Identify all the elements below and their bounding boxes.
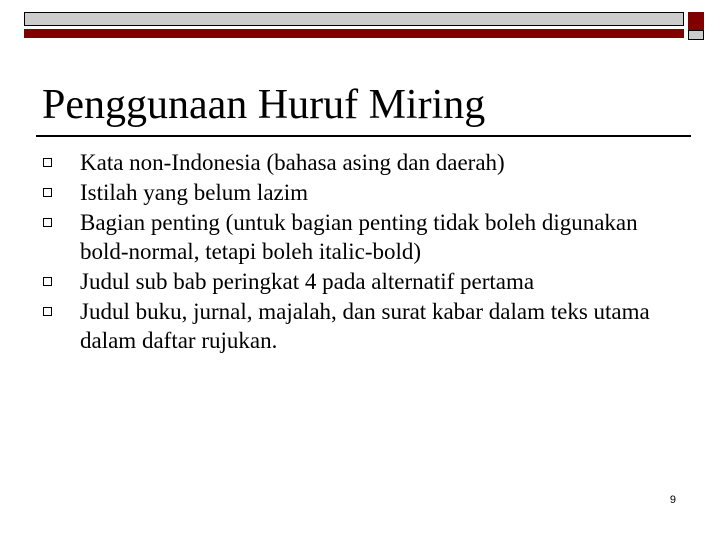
corner-gray-square [688,30,704,40]
slide-title: Penggunaan Huruf Miring [42,82,486,128]
hollow-square-icon [43,218,52,227]
bullet-item [40,297,660,355]
top-decorative-bar [24,12,684,38]
hollow-square-icon [43,188,52,197]
bullet-text: Bagian penting (untuk bagian penting tidak boleh digunakan bold-normal, tetapi boleh italic-bold) [80,210,638,264]
bullet-item [40,208,660,266]
hollow-square-icon [43,277,52,286]
bullet-text: Istilah yang belum lazim [80,180,309,205]
bullet-item [40,148,660,177]
bullet-item [40,178,660,207]
bullet-list [40,148,660,356]
bullet-text: Kata non-Indonesia (bahasa asing dan daerah) [80,150,505,175]
hollow-square-icon [43,307,52,316]
top-red-stripe [24,29,684,38]
hollow-square-icon [43,158,52,167]
corner-red-square [688,12,704,30]
bullet-item [40,267,660,296]
bullet-text: Judul sub bab peringkat 4 pada alternatif pertama [80,269,535,294]
page-number: 9 [669,494,676,506]
title-divider [36,135,691,137]
bullet-text: Judul buku, jurnal, majalah, dan surat kabar dalam teks utama dalam daftar rujukan. [80,299,650,353]
top-gray-stripe [24,12,684,26]
